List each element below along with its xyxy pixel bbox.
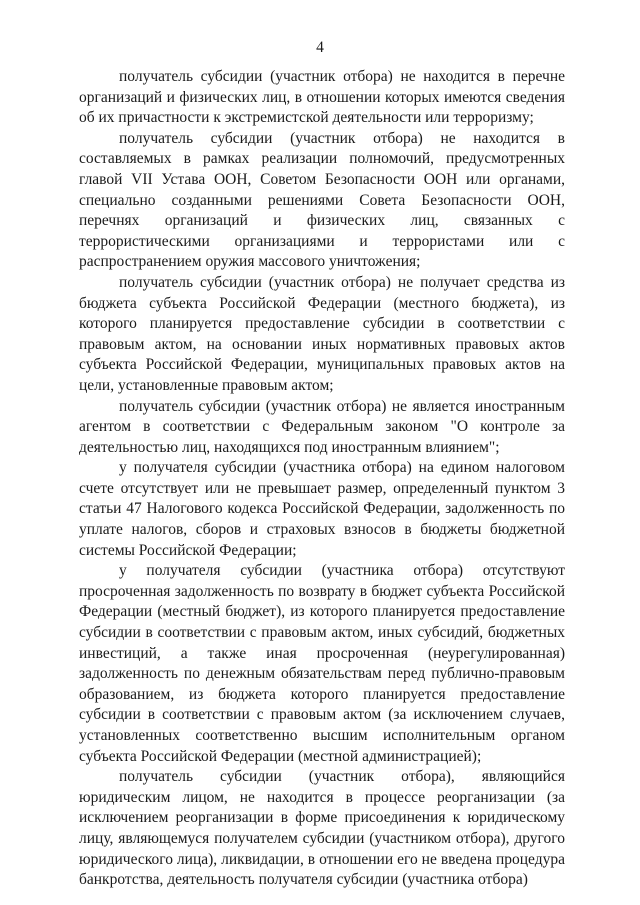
paragraph-reorganization-liquidation: получатель субсидии (участник отбора), являющийся юридическим лицом, не находится в процессе реорганизации (за исключением реорганизации в форме присоединения к юридическому лицу, являющемуся получателем субсидии (участником отбора), другого юридического лица), ликвидации, в отношении его не введена процедура банкротства, деятельность получателя субсидии (участника отбора)	[79, 768, 565, 889]
paragraph-extremism-list: получатель субсидии (участник отбора) не находится в перечне организаций и физических лиц, в отношении которых имеются сведения об их причастности к экстремистской деятельности или терроризму;	[79, 68, 565, 127]
paragraph-overdue-debt: у получателя субсидии (участника отбора) отсутствуют просроченная задолженность по возврату в бюджет субъекта Российской Федерации (местный бюджет), из которого планируется предоставление субсидии в соответствии с правовым актом, иных субсидий, бюджетных инвестиций, а также иная просроченная (неурегулированная) задолженность по денежным обязательствам перед публично-правовым образованием, из бюджета которого планируется предоставление субсидии в соответствии с правовым актом (за исключением случаев, установленных соответственно высшим исполнительным органом субъекта Российской Федерации (местной администрацией);	[79, 562, 565, 765]
paragraph-un-security-council-list: получатель субсидии (участник отбора) не находится в составляемых в рамках реализации полномочий, предусмотренных главой VII Устава ООН, Советом Безопасности ООН или органами, специально созданными решениями Совета Безопасности ООН, перечнях организаций и физических лиц, связанных с террористическими организациями и террористами или с распространением оружия массового уничтожения;	[79, 129, 565, 271]
paragraph-no-other-budget-funds: получатель субсидии (участник отбора) не получает средства из бюджета субъекта Российской Федерации (местного бюджета), из которого планируется предоставление субсидии в соответствии с правовым актом, на основании иных нормативных правовых актов субъекта Российской Федерации, муниципальных правовых актов на цели, установленные правовым актом;	[79, 273, 565, 394]
document-body	[79, 67, 565, 891]
paragraph-not-foreign-agent: получатель субсидии (участник отбора) не является иностранным агентом в соответствии с Федеральным законом "О контроле за деятельностью лиц, находящихся под иностранным влиянием";	[79, 397, 565, 456]
paragraph-tax-debt: у получателя субсидии (участника отбора) на едином налоговом счете отсутствует или не превышает размер, определенный пунктом 3 статьи 47 Налогового кодекса Российской Федерации, задолженность по уплате налогов, сборов и страховых взносов в бюджеты бюджетной системы Российской Федерации;	[79, 459, 565, 559]
page-number: 4	[316, 39, 324, 56]
